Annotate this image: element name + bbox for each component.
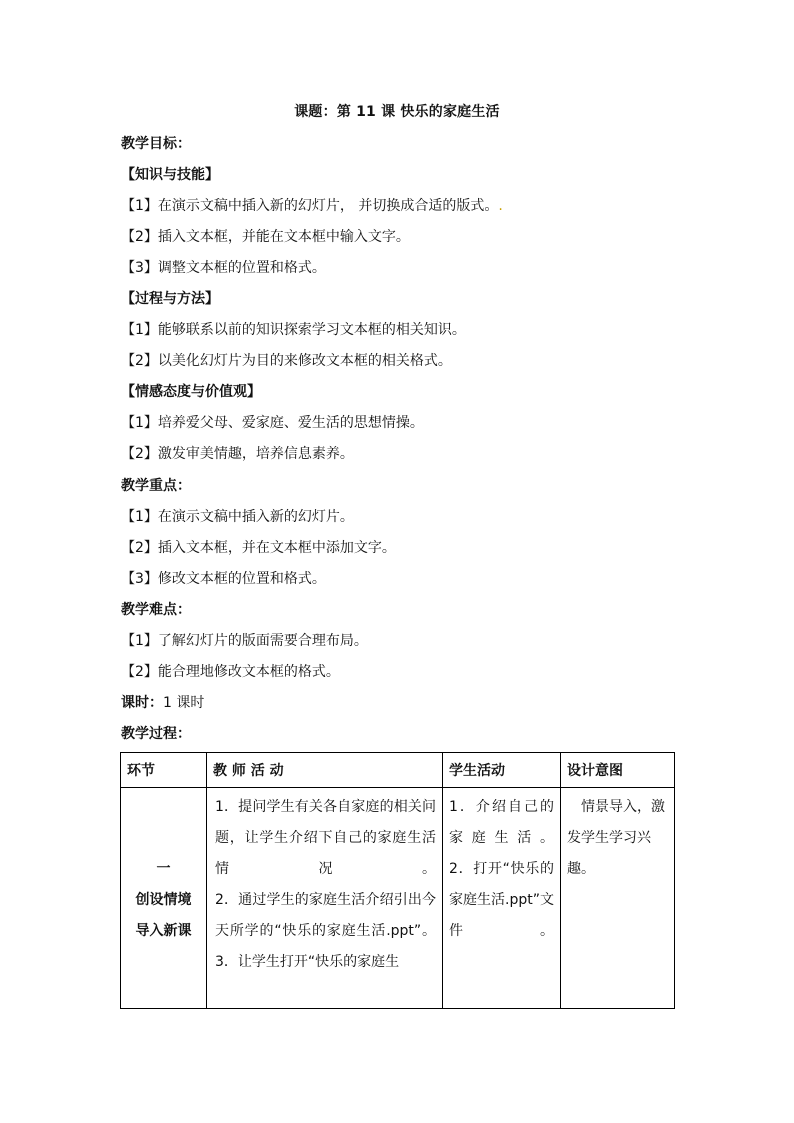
teaching-process-heading: 教学过程： [121, 726, 191, 742]
key-point-3: 【3】修改文本框的位置和格式。 [121, 571, 326, 587]
process-heading: 【过程与方法】 [121, 291, 219, 307]
difficulty-1: 【1】了解幻灯片的版面需要合理布局。 [121, 633, 368, 649]
process-item-1: 【1】能够联系以前的知识探索学习文本框的相关知识。 [121, 322, 466, 338]
key-point-2: 【2】插入文本框，并在文本框中添加文字。 [121, 540, 396, 556]
knowledge-item-1: 【1】在演示文稿中插入新的幻灯片， 并切换成合适的版式。. [121, 198, 503, 214]
class-hours-label: 课时： [121, 695, 163, 711]
key-point-1: 【1】在演示文稿中插入新的幻灯片。 [121, 509, 354, 525]
student-activity-1: 1．介绍自己的家庭生活。 [449, 799, 554, 846]
knowledge-item-3: 【3】调整文本框的位置和格式。 [121, 260, 326, 276]
student-activity-cell [443, 788, 561, 1009]
emotion-item-2: 【2】激发审美情趣，培养信息素养。 [121, 446, 354, 462]
teacher-activity-1: 1．提问学生有关各自家庭的相关问题，让学生介绍下自己的家庭生活情况。 [215, 799, 436, 877]
emotion-heading: 【情感态度与价值观】 [121, 384, 261, 400]
stage-cell [121, 788, 207, 1009]
stage-title-line-1: 创设情境 [135, 892, 192, 908]
class-hours [121, 693, 204, 713]
design-intent-cell [561, 788, 675, 1009]
teacher-activity-3: 3．让学生打开“快乐的家庭生 [215, 954, 400, 970]
difficulties-heading: 教学难点： [121, 602, 191, 618]
design-intent-text: 情景导入，激发学生学习兴趣。 [567, 799, 665, 877]
stage-title-line-2: 导入新课 [135, 923, 192, 939]
teacher-activity-2: 2．通过学生的家庭生活介绍引出今天所学的“快乐的家庭生活.ppt”。 [215, 892, 436, 939]
student-activity-2: 2．打开“快乐的家庭生活.ppt”文件。 [449, 861, 554, 939]
teaching-process-table [120, 752, 675, 1009]
knowledge-item-2: 【2】插入文本框，并能在文本框中输入文字。 [121, 229, 410, 245]
knowledge-heading: 【知识与技能】 [121, 167, 219, 183]
stage-label [127, 792, 200, 947]
emotion-item-1: 【1】培养爱父母、爱家庭、爱生活的思想情操。 [121, 415, 424, 431]
header-design-intent: 设计意图 [561, 753, 675, 788]
table-header-row [121, 753, 675, 788]
process-item-2: 【2】以美化幻灯片为目的来修改文本框的相关格式。 [121, 353, 452, 369]
key-points-heading: 教学重点： [121, 478, 191, 494]
header-student-activity: 学生活动 [443, 753, 561, 788]
header-stage: 环节 [121, 753, 207, 788]
class-hours-value: 1 课时 [163, 695, 205, 711]
objectives-heading: 教学目标： [121, 136, 191, 152]
stage-number: 一 [156, 861, 171, 877]
page-title: 课题：第 11 课 快乐的家庭生活 [294, 104, 500, 120]
table-row [121, 788, 675, 1009]
teacher-activity-cell [207, 788, 443, 1009]
difficulty-2: 【2】能合理地修改文本框的格式。 [121, 664, 340, 680]
header-teacher-activity: 教 师 活 动 [207, 753, 443, 788]
